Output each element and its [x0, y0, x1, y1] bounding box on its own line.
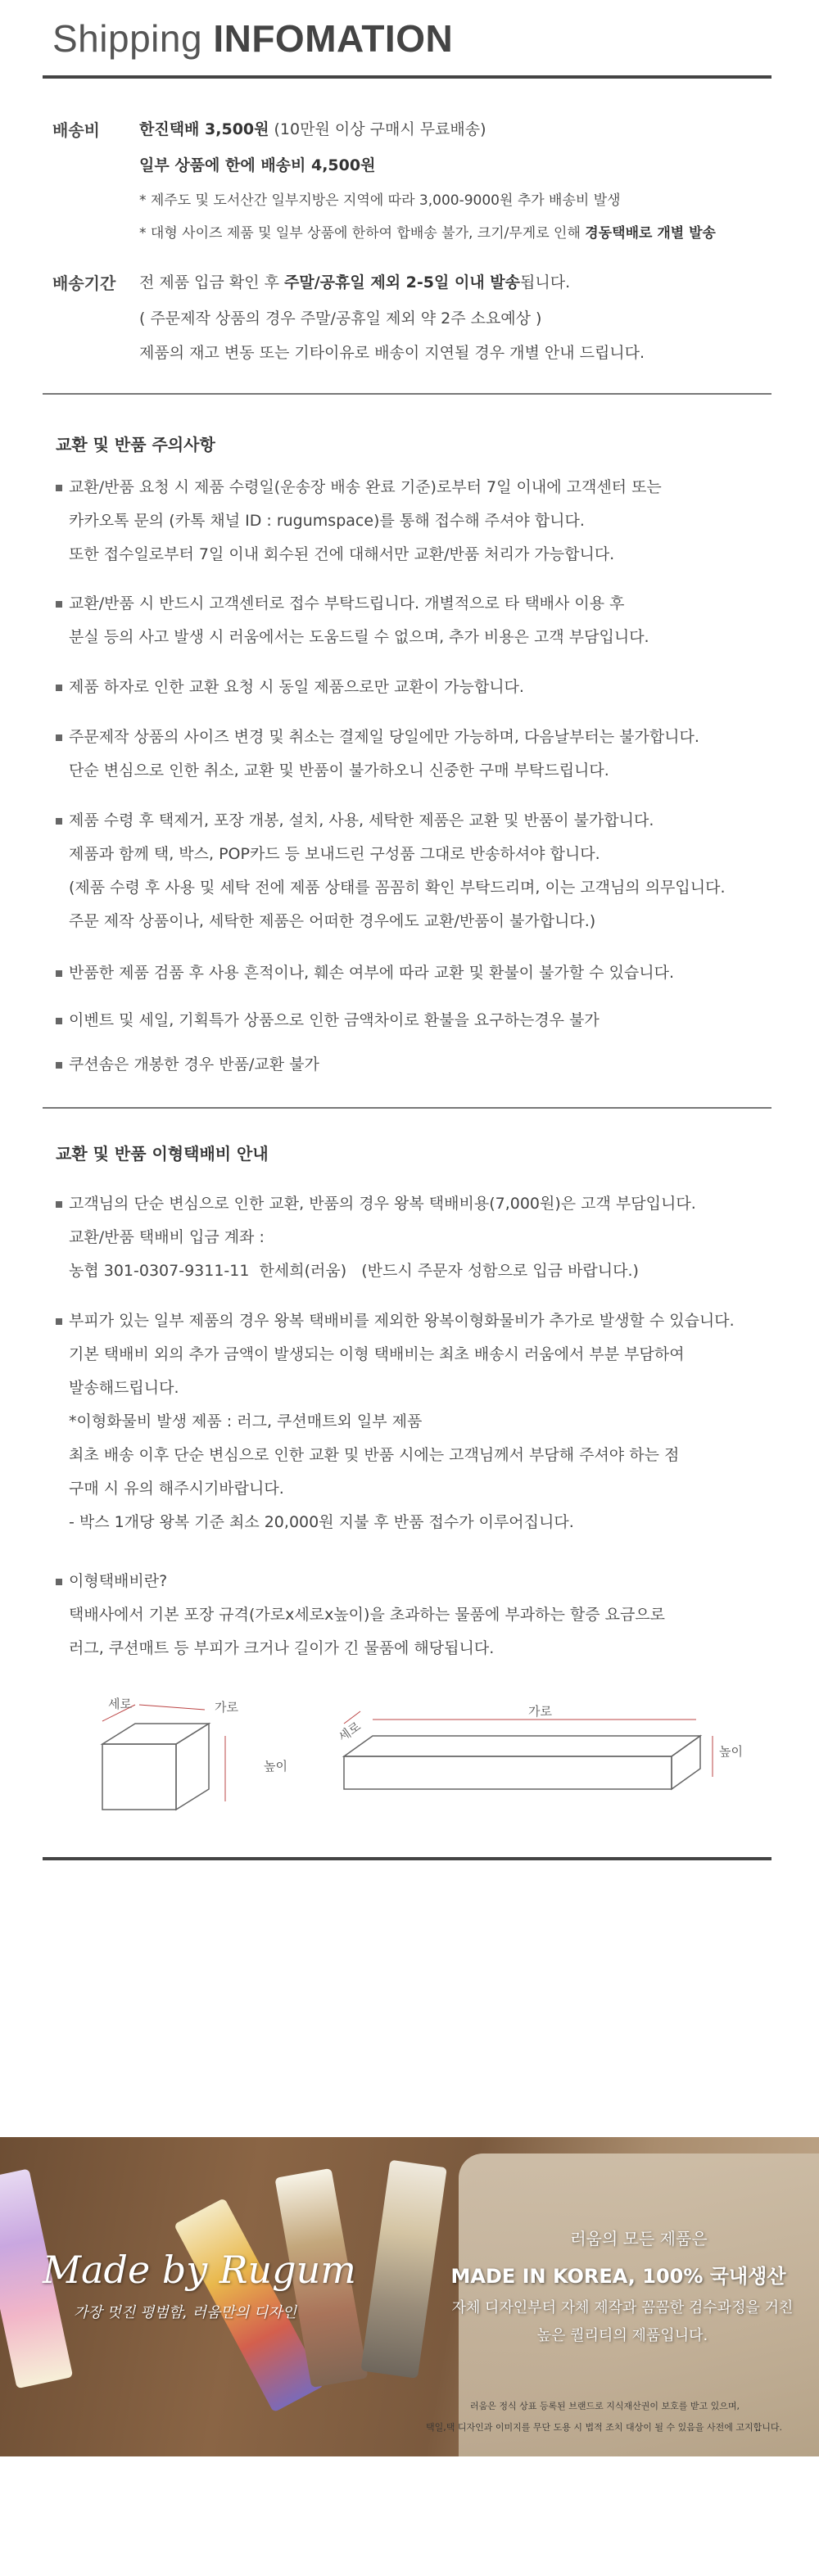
bullet	[56, 818, 62, 825]
exchange-item: 제품 수령 후 택제거, 포장 개봉, 설치, 사용, 세탁한 제품은 교환 및 반품이 불가합니다. 제품과 함께 택, 박스, POP카드 등 보내드린 구성품 그대로 반송하셔야 합니다. (제품 수령 후 사용 및 세탁 전에 제품 상태를 꼼꼼히 확인 부탁드리며, 이는 고객님의 의무입니다. 주문 제작 상품이나, 세탁한 제품은 어떠한 경우에도 교환/반품이 불가합니다.)	[69, 811, 726, 930]
exchange-item: 주문제작 상품의 사이즈 변경 및 취소는 결제일 당일에만 가능하며, 다음날부터는 불가합니다. 단순 변심으로 인한 취소, 교환 및 반품이 불가하오니 신중한 구매 부탁드립니다.	[69, 728, 699, 780]
bullet	[56, 1318, 62, 1325]
period-line1-pre: 전 제품 입금 확인 후	[139, 273, 285, 291]
banner-note1: 러움은 정식 상표 등록된 브랜드로 지식재산권이 보호를 받고 있으며,	[470, 2401, 740, 2411]
fee-line2-bold: 일부 상품에 한에 배송비 4,500원	[139, 156, 376, 174]
depth-label: 세로	[108, 1697, 132, 1711]
height-label: 높이	[264, 1759, 287, 1774]
small-box-illustration	[102, 1705, 225, 1810]
banner-note2: 택일,택 디자인과 이미지를 무단 도용 시 법적 조치 대상이 될 수 있음을 사전에 고지합니다.	[426, 2422, 782, 2433]
fee-line1-bold: 한진택배 3,500원	[139, 120, 269, 138]
fee-note1: * 제주도 및 도서산간 일부지방은 지역에 따라 3,000-9000원 추가 배송비 발생	[139, 192, 621, 209]
period-label: 배송기간	[52, 273, 116, 293]
oversize-title: 교환 및 반품 이형택배비 안내	[56, 1144, 269, 1164]
title-divider	[43, 75, 771, 79]
fee-note2-bold: 경동택배로 개별 발송	[585, 225, 716, 242]
exchange-title: 교환 및 반품 주의사항	[56, 435, 215, 454]
banner-tagline: 가장 멋진 평범함, 러움만의 디자인	[74, 2304, 297, 2321]
oversize-item: 고객님의 단순 변심으로 인한 교환, 반품의 경우 왕복 택배비용(7,000원)은 고객 부담입니다. 교환/반품 택배비 입금 계좌 : 농협 301-0307-9311-11 한세희(러움) (반드시 주문자 성함으로 입금 바랍니다.)	[69, 1195, 696, 1280]
period-line1	[139, 270, 570, 292]
bullet	[56, 970, 62, 977]
exchange-item: 교환/반품 시 반드시 고객센터로 접수 부탁드립니다. 개별적으로 타 택배사 이용 후 분실 등의 사고 발생 시 러움에서는 도움드릴 수 없으며, 추가 비용은 고객 부담입니다.	[69, 594, 649, 646]
page-title	[52, 16, 453, 61]
section-divider	[43, 393, 771, 395]
oversize-item: 이형택배비란? 택배사에서 기본 포장 규격(가로x세로x높이)을 초과하는 물품에 부과하는 할증 요금으로 러그, 쿠션매트 등 부피가 크거나 길이가 긴 물품에 해당됩니다.	[69, 1572, 666, 1657]
bullet	[56, 1201, 62, 1208]
fee-line2	[139, 153, 375, 175]
fee-line1-rest: (10만원 이상 구매시 무료배송)	[269, 120, 486, 138]
banner-headline1: 러움의 모든 제품은	[570, 2229, 708, 2248]
period-line1-bold: 주말/공휴일 제외 2-5일 이내 발송	[284, 273, 521, 291]
exchange-item: 쿠션솜은 개봉한 경우 반품/교환 불가	[69, 1055, 319, 1073]
bullet	[56, 601, 62, 608]
depth-label: 세로	[335, 1719, 364, 1745]
banner-headline2: MADE IN KOREA, 100% 국내생산	[450, 2265, 786, 2288]
height-label: 높이	[719, 1744, 743, 1759]
banner-headline3: 자체 디자인부터 자체 제작과 꼼꼼한 검수과정을 거친	[451, 2299, 794, 2316]
title-bold: INFOMATION	[213, 17, 454, 60]
fee-note2	[139, 221, 716, 242]
long-box-illustration	[344, 1711, 713, 1789]
bullet	[56, 734, 62, 741]
exchange-item: 교환/반품 요청 시 제품 수령일(운송장 배송 완료 기준)로부터 7일 이내에 고객센터 또는 카카오톡 문의 (카톡 채널 ID : rugumspace)를 통해 접수해 주셔야 합니다. 또한 접수일로부터 7일 이내 회수된 건에 대해서만 교환/반품 처리가 가능합니다.	[69, 478, 662, 563]
section-divider	[43, 1107, 771, 1109]
bullet	[56, 1579, 62, 1585]
oversize-item: 부피가 있는 일부 제품의 경우 왕복 택배비를 제외한 왕복이형화물비가 추가로 발생할 수 있습니다. 기본 택배비 외의 추가 금액이 발생되는 이형 택배비는 최초 배송시 러움에서 부분 부담하여 발송해드립니다. *이형화물비 발생 제품 : 러그, 쿠션매트외 일부 제품 최초 배송 이후 단순 변심으로 인한 교환 및 반품 시에는 고객님께서 부담해 주셔야 하는 점 구매 시 유의 해주시기바랍니다. - 박스 1개당 왕복 기준 최소 20,000원 지불 후 반품 접수가 이루어집니다.	[69, 1312, 735, 1531]
bottom-divider	[43, 1857, 771, 1860]
period-line2: ( 주문제작 상품의 경우 주말/공휴일 제외 약 2주 소요예상 )	[139, 310, 542, 328]
box-diagram	[82, 1687, 737, 1834]
banner-headline4: 높은 퀄리티의 제품입니다.	[536, 2327, 708, 2344]
bullet	[56, 1018, 62, 1024]
fee-note2-pre: * 대형 사이즈 제품 및 일부 상품에 한하여 합배송 불가, 크기/무게로 인해	[139, 225, 586, 242]
bullet	[56, 1062, 62, 1069]
bullet	[56, 485, 62, 491]
fee-label: 배송비	[52, 120, 100, 140]
period-line1-post: 됩니다.	[520, 273, 571, 291]
fee-line1	[139, 117, 486, 139]
exchange-item: 제품 하자로 인한 교환 요청 시 동일 제품으로만 교환이 가능합니다.	[69, 678, 524, 696]
exchange-item: 반품한 제품 검품 후 사용 흔적이나, 훼손 여부에 따라 교환 및 환불이 불가할 수 있습니다.	[69, 964, 675, 982]
banner-brand: Made by Rugum	[43, 2248, 356, 2292]
exchange-item: 이벤트 및 세일, 기획특가 상품으로 인한 금액차이로 환불을 요구하는경우 불가	[69, 1011, 600, 1029]
period-line3: 제품의 재고 변동 또는 기타이유로 배송이 지연될 경우 개별 안내 드립니다.	[139, 344, 645, 362]
title-light: Shipping	[52, 17, 203, 60]
bullet	[56, 685, 62, 691]
width-label: 가로	[215, 1700, 238, 1715]
width-label: 가로	[528, 1704, 552, 1719]
